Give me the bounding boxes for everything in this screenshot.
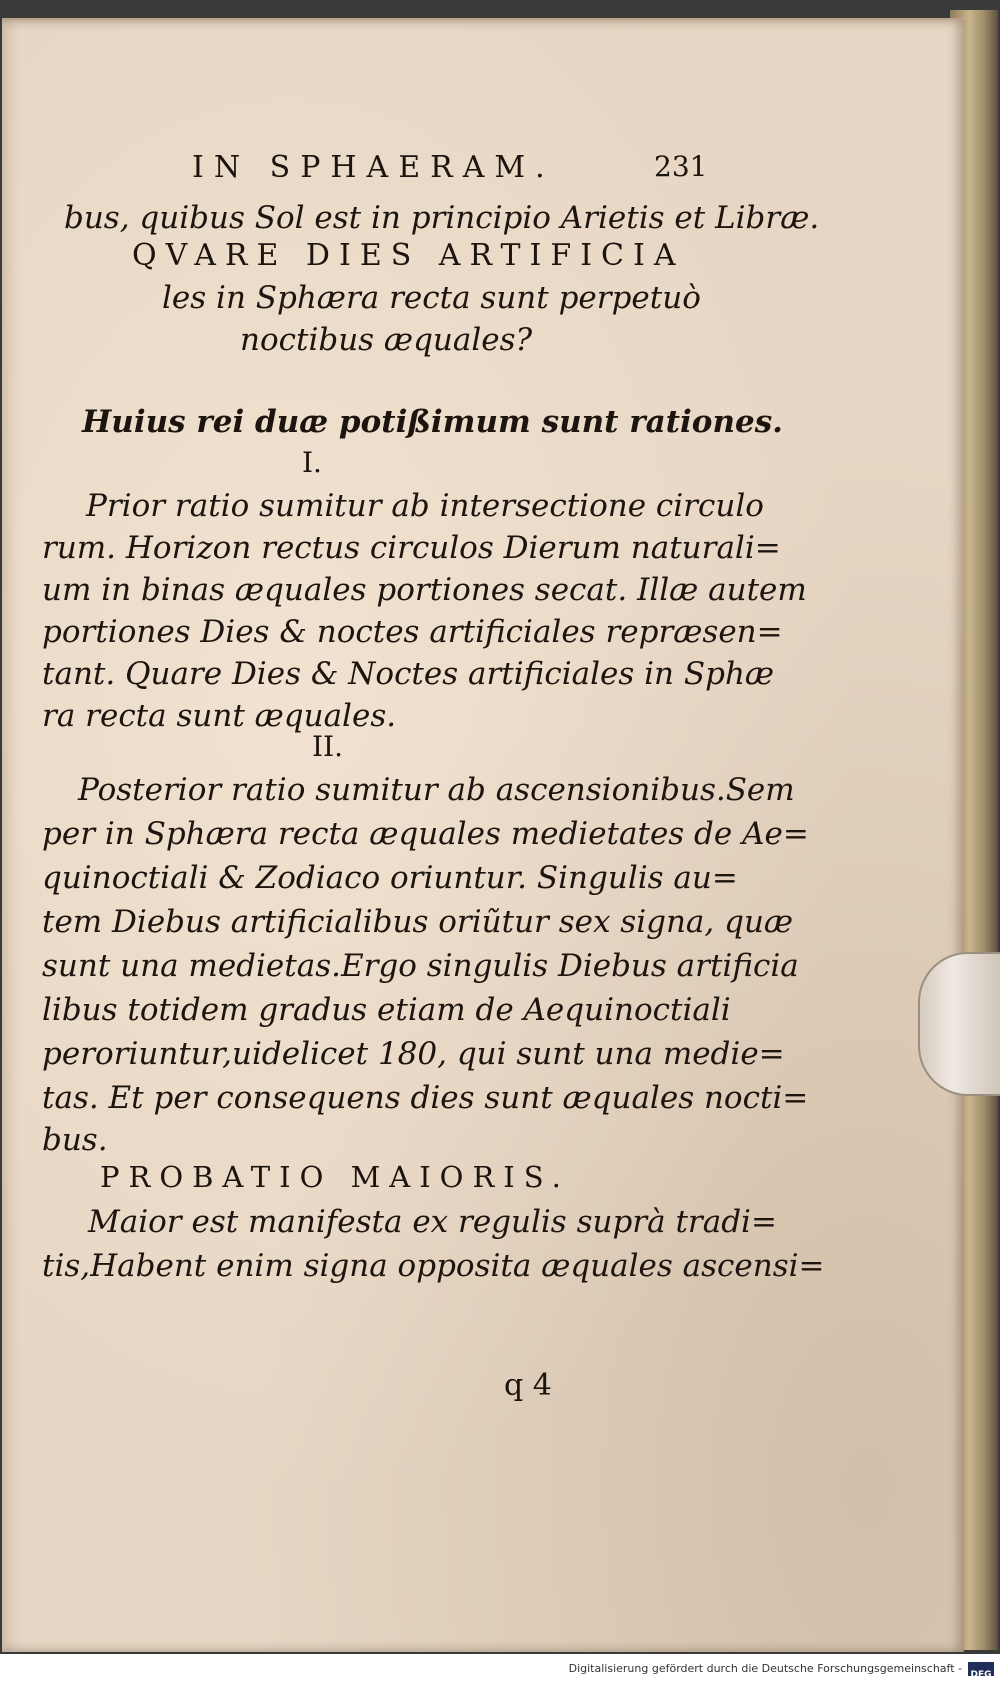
- footer-credit-text: Digitalisierung gefördert durch die Deutsche Forschungsgemeinschaft -: [568, 1662, 962, 1675]
- text-line: um in binas æquales portiones secat. Illæ autem: [42, 572, 807, 608]
- signature-mark: q 4: [504, 1368, 552, 1403]
- text-line: tant. Quare Dies & Noctes artificiales in Sphæ: [42, 656, 775, 692]
- text-line: tis,Habent enim signa opposita æquales ascensi=: [42, 1248, 825, 1284]
- text-line: bus, quibus Sol est in principio Arietis et Libræ.: [64, 200, 820, 236]
- text-line: portiones Dies & noctes artificiales repræsen=: [42, 614, 783, 650]
- text-line: tas. Et per consequens dies sunt æquales nocti=: [42, 1080, 809, 1116]
- footer-credit: [0, 1656, 1000, 1682]
- text-line: peroriuntur,uidelicet 180, qui sunt una medie=: [42, 1036, 785, 1072]
- text-line: libus totidem gradus etiam de Aequinoctiali: [42, 992, 731, 1028]
- text-line: ra recta sunt æquales.: [42, 698, 397, 734]
- text-line: noctibus æquales?: [240, 322, 533, 358]
- running-head: IN SPHAERAM.: [192, 150, 555, 185]
- text-line: sunt una medietas.Ergo singulis Diebus artificia: [42, 948, 799, 984]
- text-line: Maior est manifesta ex regulis suprà tradi=: [88, 1204, 777, 1240]
- text-line: Prior ratio sumitur ab intersectione circulo: [86, 488, 764, 524]
- text-line: bus.: [42, 1122, 108, 1158]
- text-line: quinoctiali & Zodiaco oriuntur. Singulis au=: [42, 860, 738, 896]
- page-number: 231: [654, 150, 708, 183]
- dfg-logo-icon: DFG: [968, 1662, 994, 1676]
- page-clip: [918, 952, 1000, 1096]
- text-line: per in Sphæra recta æquales medietates de Ae=: [42, 816, 809, 852]
- text-line: les in Sphæra recta sunt perpetuò: [162, 280, 701, 316]
- text-line: Posterior ratio sumitur ab ascensionibus.Sem: [78, 772, 795, 808]
- text-line: Huius rei duæ potißimum sunt rationes.: [82, 404, 783, 440]
- section-numeral: II.: [312, 730, 344, 763]
- text-line: tem Diebus artificialibus oriũtur sex signa, quæ: [42, 904, 794, 940]
- book-page: [2, 18, 964, 1652]
- text-line: rum. Horizon rectus circulos Dierum naturali=: [42, 530, 781, 566]
- section-numeral: I.: [302, 446, 322, 479]
- section-heading: QVARE DIES ARTIFICIA: [132, 238, 685, 273]
- section-heading: PROBATIO MAIORIS.: [100, 1160, 570, 1194]
